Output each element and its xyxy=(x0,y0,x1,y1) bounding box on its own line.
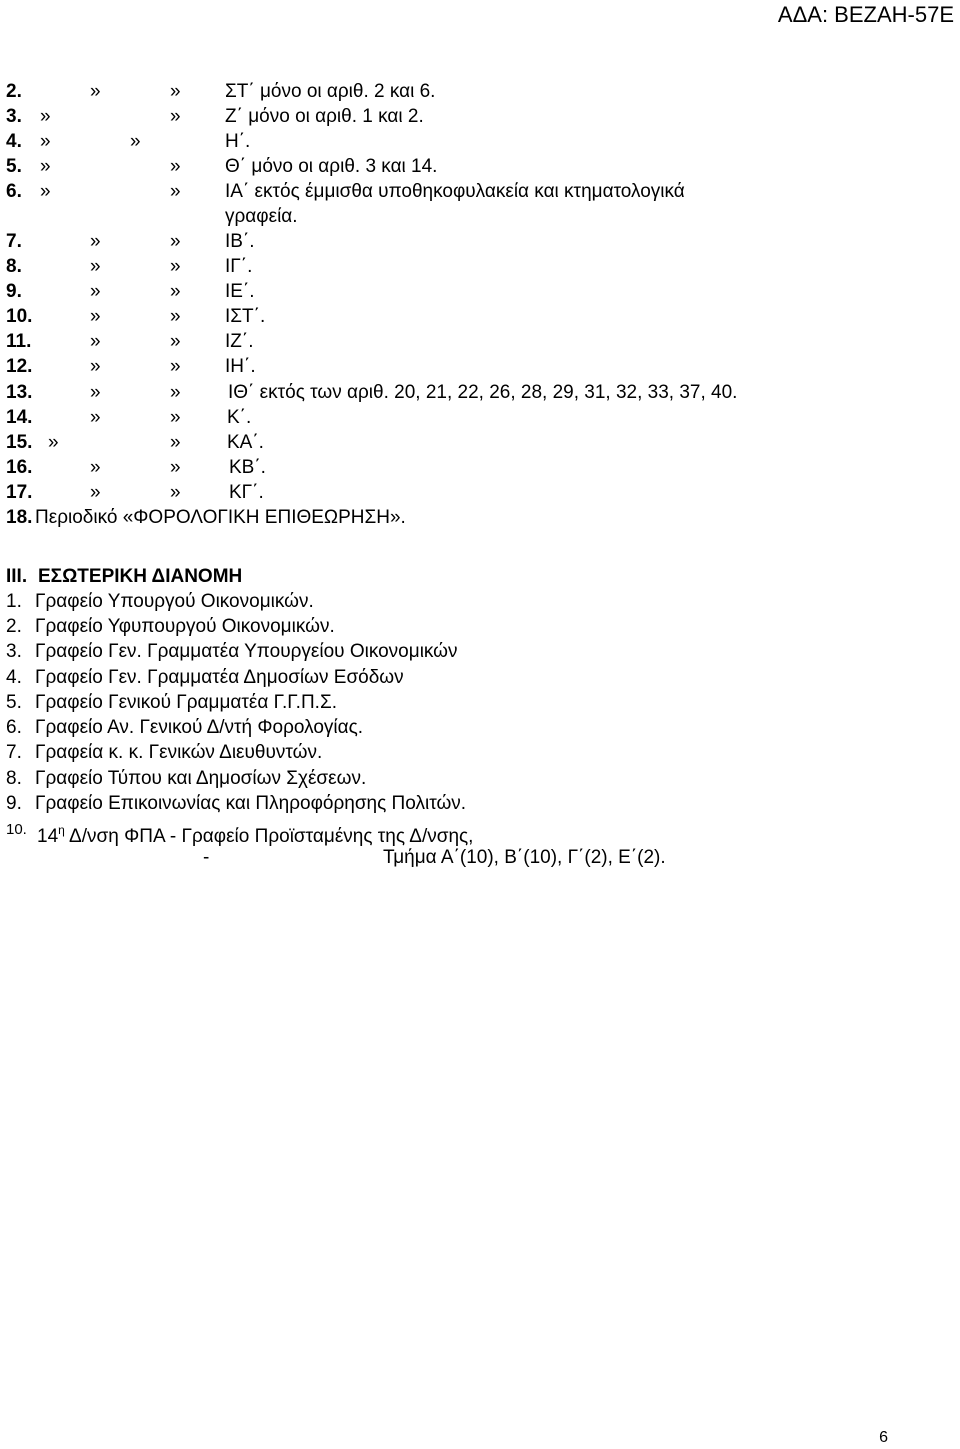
ada-code: ΑΔΑ: ΒΕΖΑΗ-57Ε xyxy=(777,2,954,27)
page-number: 6 xyxy=(879,1429,888,1446)
